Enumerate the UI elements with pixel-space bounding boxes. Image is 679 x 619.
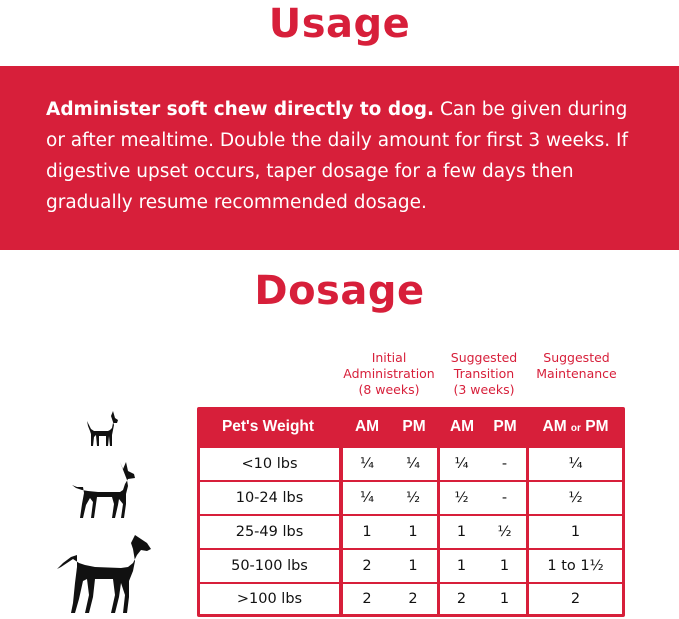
row-initial-cell <box>343 448 437 480</box>
initial-pm-value: 1 <box>408 524 418 540</box>
transition-pm-value: 1 <box>499 558 510 574</box>
header-maintenance-am: AM <box>542 418 567 435</box>
transition-am-value: 1 <box>456 558 467 574</box>
initial-am-value: 1 <box>362 524 372 540</box>
transition-am-value: 1 <box>456 524 467 540</box>
header-transition-pm: PM <box>493 418 517 435</box>
usage-body-text: Can be given during or after mealtime. Double the daily amount for first 3 weeks. If digestive upset occurs, taper dosage for a few days then gradually resume recommended dosage. <box>46 99 628 213</box>
row-transition-cell <box>440 516 526 548</box>
transition-am-value: 2 <box>456 591 467 607</box>
row-transition-cell <box>440 482 526 514</box>
column-group-maintenance <box>528 350 625 382</box>
initial-am-value: ¼ <box>359 456 375 472</box>
column-group-initial-line2: Administration <box>343 366 435 381</box>
column-group-maintenance-line2: Maintenance <box>536 366 617 381</box>
row-weight-cell: 25-49 lbs <box>200 516 339 548</box>
transition-pm-value: ½ <box>497 524 512 540</box>
column-group-initial-line3: (8 weeks) <box>358 382 420 397</box>
dosage-title: Dosage <box>254 268 425 314</box>
dosage-table-header <box>197 407 625 447</box>
medium-dog-icon <box>68 460 140 522</box>
header-transition-am: AM <box>449 418 475 435</box>
usage-title: Usage <box>268 1 411 47</box>
transition-pm-value: - <box>501 490 508 506</box>
header-maintenance-pm: PM <box>585 418 609 435</box>
row-initial-cell <box>343 482 437 514</box>
column-group-maintenance-line1: Suggested <box>543 350 610 365</box>
initial-am-value: 2 <box>362 591 372 607</box>
small-dog-icon <box>82 408 124 448</box>
large-dog-icon <box>55 533 155 615</box>
column-group-initial <box>338 350 440 398</box>
initial-pm-value: 2 <box>408 591 418 607</box>
header-maintenance-or: or <box>570 423 581 434</box>
header-maintenance <box>529 407 622 447</box>
dosage-table <box>197 407 625 617</box>
row-initial-cell <box>343 584 437 614</box>
column-group-transition <box>440 350 528 398</box>
row-weight-cell: 10-24 lbs <box>200 482 339 514</box>
row-weight-cell: 50-100 lbs <box>200 550 339 582</box>
row-maintenance-cell: 1 <box>529 516 622 548</box>
column-group-transition-line3: (3 weeks) <box>453 382 515 397</box>
usage-bold-text: Administer soft chew directly to dog. <box>46 99 435 120</box>
row-maintenance-cell: ¼ <box>529 448 622 480</box>
row-transition-cell <box>440 448 526 480</box>
header-pets-weight: Pet's Weight <box>221 418 315 435</box>
initial-am-value: 2 <box>362 558 372 574</box>
row-maintenance-cell: 1 to 1½ <box>529 550 622 582</box>
row-weight-cell: >100 lbs <box>200 584 339 614</box>
column-group-initial-line1: Initial <box>371 350 407 365</box>
initial-pm-value: 1 <box>408 558 418 574</box>
initial-pm-value: ½ <box>405 490 421 506</box>
initial-am-value: ¼ <box>359 490 375 506</box>
row-transition-cell <box>440 550 526 582</box>
usage-text <box>46 94 646 218</box>
transition-am-value: ½ <box>454 490 469 506</box>
column-group-transition-line1: Suggested <box>450 350 518 365</box>
row-transition-cell <box>440 584 526 614</box>
header-initial-pm: PM <box>402 418 426 435</box>
transition-am-value: ¼ <box>454 456 469 472</box>
row-initial-cell <box>343 550 437 582</box>
usage-band <box>0 66 679 250</box>
transition-pm-value: - <box>501 456 508 472</box>
row-weight-cell: <10 lbs <box>200 448 339 480</box>
header-initial-am: AM <box>354 418 380 435</box>
row-maintenance-cell: ½ <box>529 482 622 514</box>
row-maintenance-cell: 2 <box>529 584 622 614</box>
transition-pm-value: 1 <box>499 591 510 607</box>
column-group-transition-line2: Transition <box>453 366 515 381</box>
initial-pm-value: ¼ <box>405 456 421 472</box>
row-initial-cell <box>343 516 437 548</box>
